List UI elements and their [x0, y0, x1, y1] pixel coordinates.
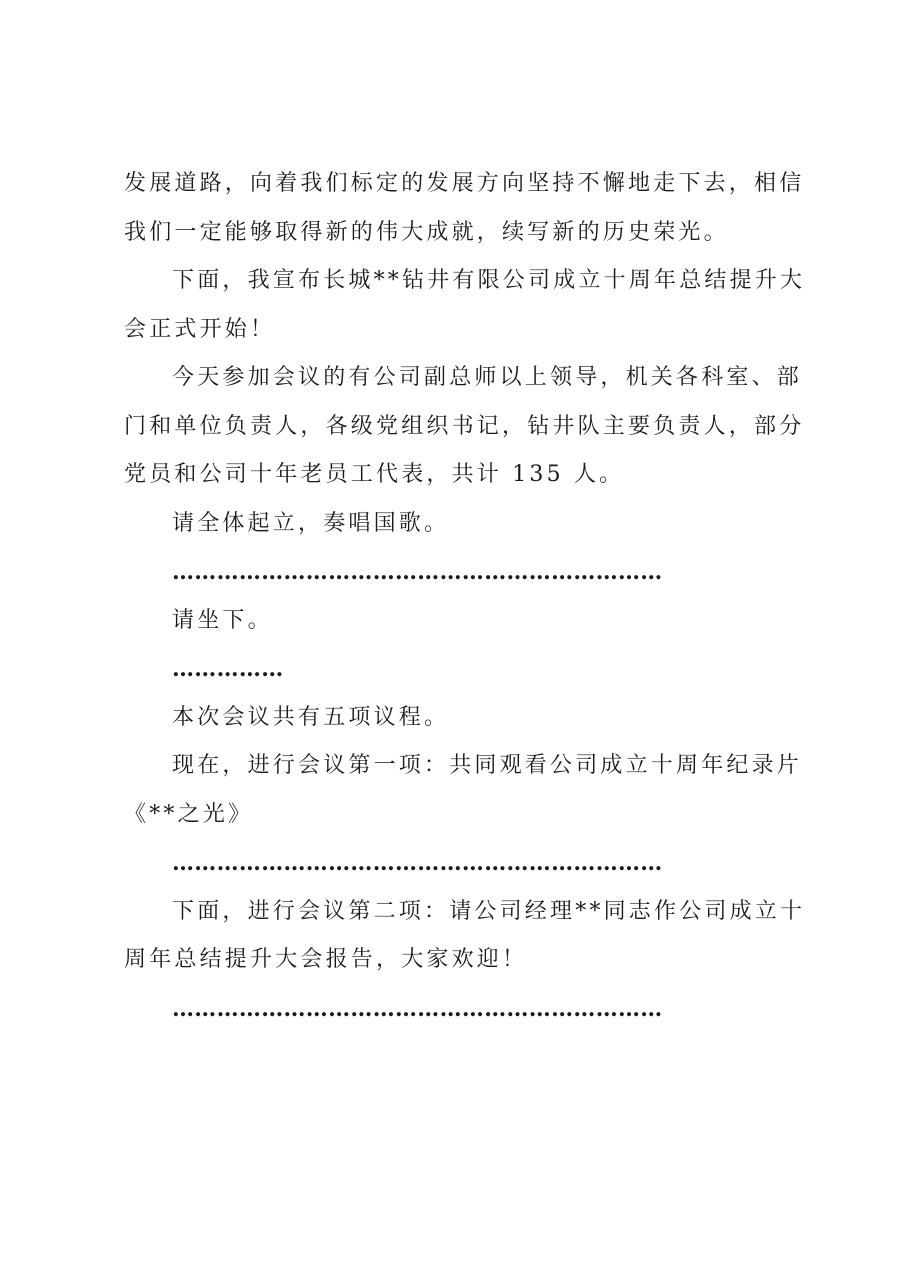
text-line: 请全体起立，奏唱国歌。 — [172, 510, 450, 536]
ellipsis-line: …………… — [172, 656, 284, 682]
ellipsis-line: ………………………………………………………… — [172, 850, 663, 876]
text-line: 现在，进行会议第一项：共同观看公司成立十周年纪录片 — [172, 753, 803, 778]
text-line: 今天参加会议的有公司副总师以上领导，机关各科室、部 — [172, 365, 803, 390]
text-line: 发展道路，向着我们标定的发展方向坚持不懈地走下去，相信 — [124, 171, 805, 196]
text-line: 我们一定能够取得新的伟大成就，续写新的历史荣光。 — [124, 219, 729, 245]
text-line: 下面，我宣布长城**钻井有限公司成立十周年总结提升大 — [172, 268, 806, 293]
ellipsis-line: ………………………………………………………… — [172, 995, 663, 1022]
text-line: 下面，进行会议第二项：请公司经理**同志作公司成立十 — [172, 898, 806, 924]
text-line: 本次会议共有五项议程。 — [172, 704, 450, 730]
text-line: 请坐下。 — [172, 607, 273, 633]
text-line: 周年总结提升大会报告，大家欢迎！ — [124, 947, 528, 972]
text-line: 会正式开始！ — [124, 316, 276, 342]
text-line: 党员和公司十年老员工代表，共计 135 人。 — [124, 462, 625, 487]
text-line: 《**之光》 — [124, 801, 254, 827]
text-line: 门和单位负责人，各级党组织书记，钻井队主要负责人，部分 — [124, 413, 805, 439]
ellipsis-line: ………………………………………………………… — [172, 559, 663, 585]
document-body — [124, 160, 806, 1033]
